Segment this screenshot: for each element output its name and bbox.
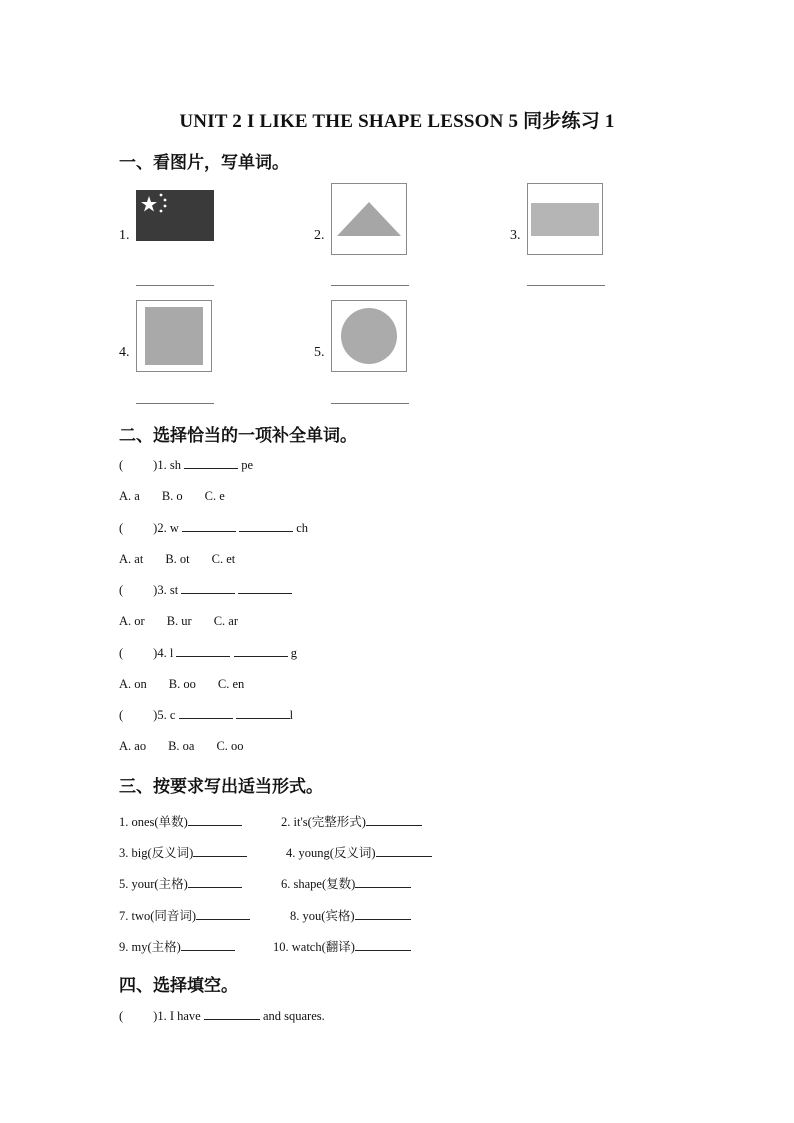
fill-blank[interactable] xyxy=(355,918,411,920)
rectangle-icon xyxy=(527,183,603,255)
question-4-1: ( )1. I have and squares. xyxy=(119,1009,325,1023)
picture-number: 5. xyxy=(314,345,325,360)
fill-blank[interactable] xyxy=(181,592,235,594)
circle-icon xyxy=(331,300,407,372)
answer-line[interactable] xyxy=(331,403,409,404)
form-item: 9. my(主格) xyxy=(119,937,235,955)
page-title: UNIT 2 I LIKE THE SHAPE LESSON 5 同步练习 1 xyxy=(179,111,615,132)
fill-blank[interactable] xyxy=(181,949,235,951)
fill-blank[interactable] xyxy=(236,717,290,719)
answer-paren[interactable] xyxy=(123,656,153,657)
triangle-icon xyxy=(331,183,407,255)
fill-blank[interactable] xyxy=(196,918,250,920)
answer-line[interactable] xyxy=(136,285,214,286)
section-4-heading: 四、选择填空。 xyxy=(119,976,238,996)
form-item: 8. you(宾格) xyxy=(290,906,411,924)
options-2-5: A. ao B. oa C. oo xyxy=(119,739,244,753)
form-item: 3. big(反义词) xyxy=(119,843,247,861)
answer-paren[interactable] xyxy=(123,531,153,532)
answer-line[interactable] xyxy=(136,403,214,404)
fill-blank[interactable] xyxy=(234,655,288,657)
section-2-heading: 二、选择恰当的一项补全单词。 xyxy=(119,426,357,446)
answer-paren[interactable] xyxy=(123,468,153,469)
square-icon xyxy=(136,300,212,372)
fill-blank[interactable] xyxy=(239,530,293,532)
fill-blank[interactable] xyxy=(176,655,230,657)
fill-blank[interactable] xyxy=(355,949,411,951)
answer-line[interactable] xyxy=(527,285,605,286)
china-flag-icon xyxy=(136,183,214,245)
options-2-2: A. at B. ot C. et xyxy=(119,552,236,566)
section-1-heading: 一、看图片，写单词。 xyxy=(119,153,289,173)
options-2-1: A. a B. o C. e xyxy=(119,489,225,503)
answer-paren[interactable] xyxy=(123,1019,153,1020)
fill-blank[interactable] xyxy=(179,717,233,719)
fill-blank[interactable] xyxy=(184,467,238,469)
picture-number: 2. xyxy=(314,228,325,243)
fill-blank[interactable] xyxy=(188,824,242,826)
form-item: 5. your(主格) xyxy=(119,874,242,892)
form-item: 6. shape(复数) xyxy=(281,874,411,892)
question-2-5: ( )5. c l xyxy=(119,708,294,722)
options-2-4: A. on B. oo C. en xyxy=(119,677,245,691)
question-2-4: ( )4. l g xyxy=(119,646,297,660)
fill-blank[interactable] xyxy=(188,886,242,888)
form-item: 4. young(反义词) xyxy=(286,843,432,861)
options-2-3: A. or B. ur C. ar xyxy=(119,614,239,628)
answer-paren[interactable] xyxy=(123,718,153,719)
answer-paren[interactable] xyxy=(123,593,153,594)
fill-blank[interactable] xyxy=(376,855,432,857)
question-2-1: ( )1. sh pe xyxy=(119,458,254,472)
answer-line[interactable] xyxy=(331,285,409,286)
form-item: 2. it's(完整形式) xyxy=(281,812,422,830)
picture-number: 3. xyxy=(510,228,521,243)
picture-number: 4. xyxy=(119,345,130,360)
fill-blank[interactable] xyxy=(193,855,247,857)
fill-blank[interactable] xyxy=(366,824,422,826)
question-2-3: ( )3. st xyxy=(119,583,292,598)
question-2-2: ( )2. w ch xyxy=(119,521,309,535)
fill-blank[interactable] xyxy=(204,1018,260,1020)
section-3-heading: 三、按要求写出适当形式。 xyxy=(119,777,323,797)
picture-number: 1. xyxy=(119,228,130,243)
fill-blank[interactable] xyxy=(182,530,236,532)
form-item: 1. ones(单数) xyxy=(119,812,242,830)
form-item: 10. watch(翻译) xyxy=(273,937,411,955)
form-item: 7. two(同音词) xyxy=(119,906,250,924)
fill-blank[interactable] xyxy=(355,886,411,888)
fill-blank[interactable] xyxy=(238,592,292,594)
